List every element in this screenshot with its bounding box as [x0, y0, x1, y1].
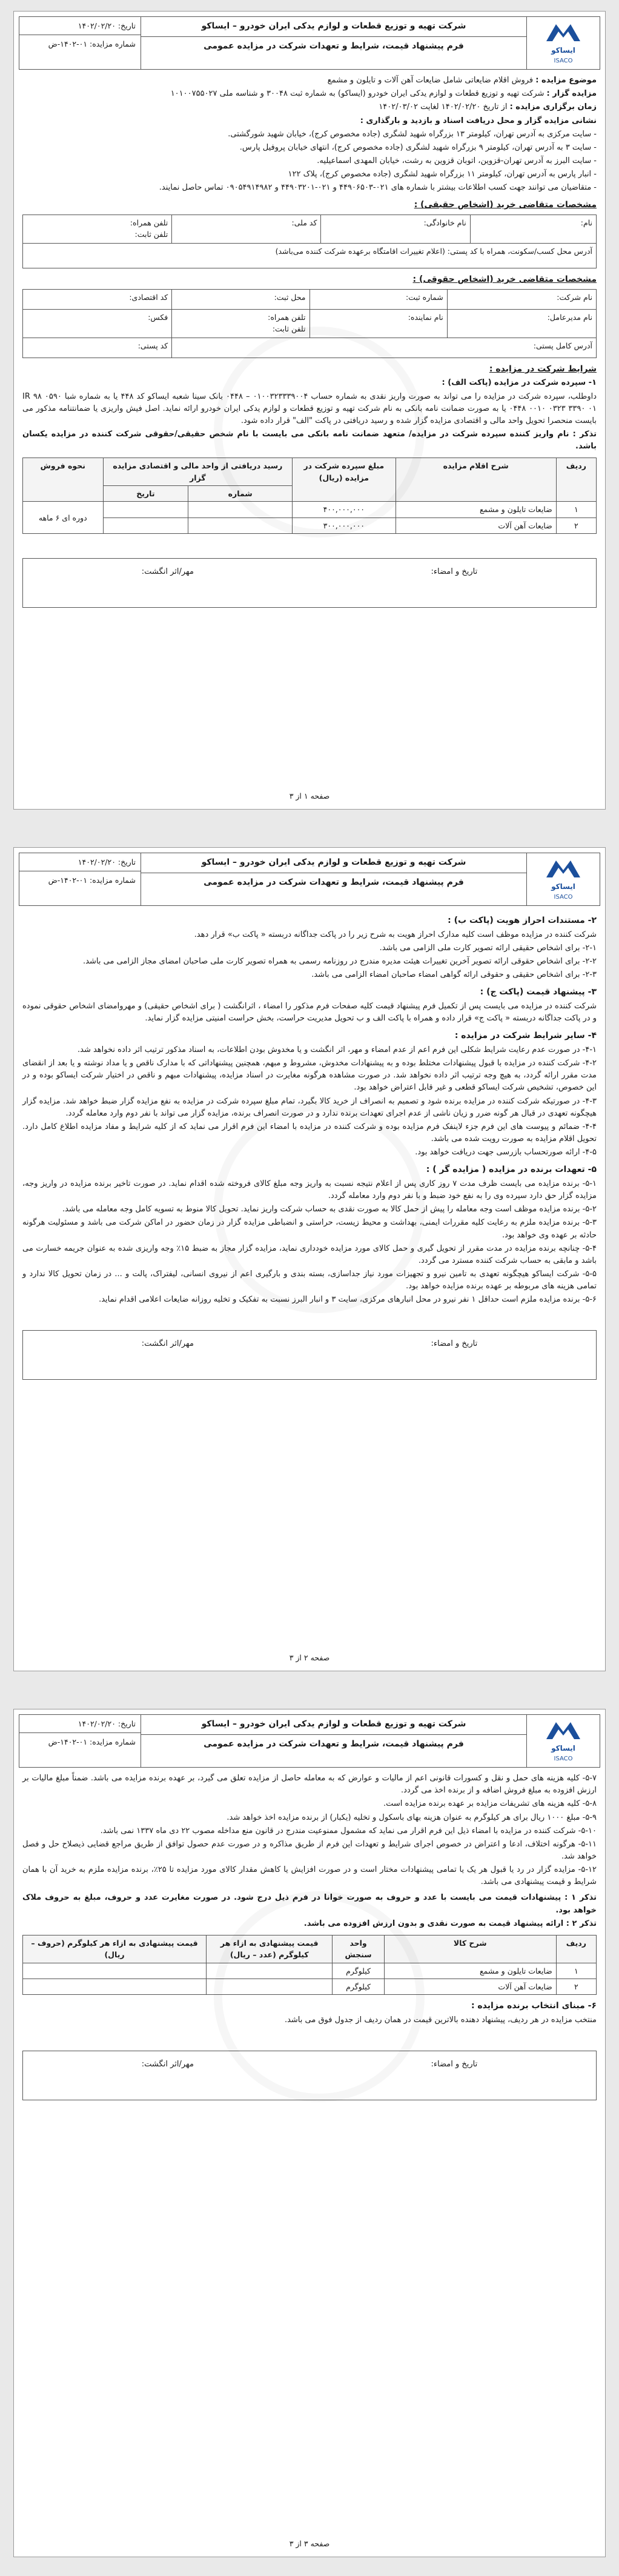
address-item: - انبار پارس به آدرس تهران، کیلومتر ۱۱ بزرگراه شهید لشگری (جاده مخصوص کرج)، پلاک ۱۲۲: [288, 170, 597, 179]
address-item: - سایت البرز به آدرس تهران-قزوین، اتوبان قزوین به رشت، خیابان المهدی اسماعیلیه.: [317, 156, 597, 165]
company-logo: [526, 1715, 600, 1767]
cell-receipt-no[interactable]: [188, 518, 293, 533]
obligation-item: ۵-۳- برنده مزایده ملزم به رعایت کلیه مقررات ایمنی، بهداشت و محیط زیست، حراستی و انضباطی مزایده گزار در زمان حضور در اماکن شرکت می باشد و مسئولیت هرگونه حادثه بر عهده وی خواهد بود.: [22, 1218, 597, 1240]
cell-row: ۲: [556, 518, 596, 533]
condition-item: ۴-۳- در صورتیکه شرکت کننده در مزایده برنده شود و تصمیم به انصراف از خرید کالا بگیرد، تمام مبلغ سپرده شرکت در مزایده به نفع مزایده گزار ضبط خواهد شد. مزایده گزار هیچگونه تعهدی در قبال هر گونه ضرر و زیان ناشی از عدم اجرای تعهدات برنده ندارد و در صورت انصراف برنده، مزایده گزار می تواند با نفر دوم وارد معامله گردد.: [22, 1096, 597, 1118]
national-code-field[interactable]: کد ملی:: [172, 215, 321, 244]
price-offer-text: شرکت کننده در مزایده می بایست پس از تکمیل فرم پیشنهاد قیمت کلیه صفحات فرم مذکور را امضاء ، اثرانگشت ( برای اشخاص حقیقی) و مهروامضای اشخاص حقوقی نموده و در پاکت جداگانه دربسته « پاکت ج» قرار داده و همراه با پاکت الف و ب تحویل مدیریت حراست، بخش حراست امنیتی مزایده گزار نماید.: [22, 1002, 597, 1023]
contact-note: - متقاضیان می توانند جهت کسب اطلاعات بیشتر با شماره های ۰۲۱-۴۴۹۰۶۵۰۳ و ۰۲۱-۴۴۹۰۳۲۰۱ و ۰۹۰۵۴۹۱۴۹۸۲ تماس حاصل نمایند.: [159, 183, 597, 193]
legal-person-table: [22, 289, 597, 358]
time-value: از تاریخ ۱۴۰۲/۰۲/۲۰ لغایت ۱۴۰۲/۰۳/۰۲: [379, 102, 508, 112]
price-digits-input[interactable]: [207, 1963, 333, 1979]
obligation-item: ۵-۲- برنده مزایده موظف است وجه معامله را پیش از حمل کالا به صورت نقدی به حساب شرکت واریز نماید. تحویل کالا منوط به تسویه کامل وجه معامله می باشد.: [62, 1205, 597, 1214]
company-name-field[interactable]: نام شرکت:: [447, 289, 596, 309]
conditions-title: شرایط شرکت در مزایده :: [489, 364, 597, 374]
condition-item: ۴-۲- شرکت کننده در مزایده با قبول پیشنهادات مختلط بوده و به پیشنهادات مخدوش، مشروط و مبهم، همچنین پیشنهاداتی که با مدارک ناقص و یا مداد نوشته و یا بعد از انقضای مدت مقرر ارائه گردد، به هیچ وجه ترتیب اثر داده نخواهد شد. در صورت مشاهده هرگونه مغایرت در اسناد مزایده، پیشنهادات مبهم و ناقص در اختیار شرکت ایساکو بوده و در این خصوص، تشخیص شرکت ایساکو قطعی و غیر قابل اعتراض خواهد بود.: [22, 1059, 597, 1093]
cell-row: ۱: [556, 1963, 596, 1979]
legal-person-title: مشخصات متقاضی خرید (اشخاص حقوقی) :: [412, 275, 597, 285]
col-price-digits: قیمت پیشنهادی به ازاء هر کیلوگرم (عدد – ریال): [207, 1935, 333, 1963]
auction-number: شماره مزایده: ۰۱-۱۴۰۲-ض: [48, 1737, 136, 1747]
logo-text: ایساکو: [551, 882, 575, 891]
cell-unit: کیلوگرم: [333, 1963, 384, 1979]
obligation-item: ۵-۷- کلیه هزینه های حمل و نقل و کسورات قانونی اعم از مالیات و عوارض که به معامله حاصل از مزایده تعلق می گیرد، بر عهده برنده مزایده می باشد. ضمناً مبلغ مالیات بر ارزش افزوده به مبلغ فروش اضافه و از برنده اخذ می گردد.: [22, 1774, 597, 1796]
col-receipt-no: شماره: [188, 486, 293, 502]
logo-subtext: ISACO: [554, 893, 573, 900]
table-row: [23, 1979, 597, 1994]
obligation-item: ۵-۱- برنده مزایده می بایست ظرف مدت ۷ روز کاری پس از اعلام نتیجه نسبت به واریز وجه مبلغ کالای فروخته شده اقدام نماید. در صورت تاخیر برنده مزایده در واریز وجه، مزایده گزار حق دارد سپرده وی را به نفع خود ضبط و با نفر دوم وارد معامله گردد.: [22, 1179, 597, 1201]
cell-deposit: ۴۰۰,۰۰۰,۰۰۰: [293, 502, 396, 518]
winner-obligations-title: ۵- تعهدات برنده در مزایده ( مزایده گر ) :: [426, 1165, 597, 1175]
sign-date-label[interactable]: تاریخ و امضاء:: [431, 1339, 478, 1349]
cell-receipt-date[interactable]: [103, 502, 188, 518]
real-person-title: مشخصات متقاضی خرید (اشخاص حقیقی) :: [414, 200, 597, 210]
price-letters-input[interactable]: [23, 1963, 207, 1979]
price-offer-title: ۳- پیشنهاد قیمت (پاکت ج) :: [480, 987, 597, 997]
signature-box: [22, 2051, 597, 2100]
col-receipt-date: تاریخ: [103, 486, 188, 502]
organizer-value: شرکت تهیه و توزیع قطعات و لوازم یدکی ایران خودرو (ایساکو) به شماره ثبت ۳۰۰۴۸ و شناسه ملی ۱۰۱۰۰۷۵۵۰۲۷: [170, 89, 545, 99]
mobile-field[interactable]: تلفن همراه:: [130, 218, 168, 228]
cell-period: دوره ای ۶ ماهه: [23, 502, 104, 534]
condition-item: ۴-۴- ضمائم و پیوست های این فرم جزء لاینفک فرم مزایده بوده و شرکت کننده در مزایده با امضاء این فرم اقرار می نماید که از کلیه شرایط و مفاد مزایده اطلاع کامل دارد. تحویل اقلام مزایده به صورت رویت شده می باشد.: [22, 1122, 597, 1143]
organizer-label: مزایده گزار :: [546, 89, 597, 99]
logo-subtext: ISACO: [554, 1755, 573, 1762]
price-digits-input[interactable]: [207, 1979, 333, 1994]
tel-field[interactable]: تلفن ثابت:: [134, 230, 168, 239]
rep-tel-field[interactable]: تلفن ثابت:: [272, 324, 306, 334]
form-title: فرم پیشنهاد قیمت، شرایط و تعهدات شرکت در مزایده عمومی: [204, 1739, 464, 1749]
rep-mobile-field[interactable]: تلفن همراه:: [268, 312, 306, 322]
cell-item: ضایعات تایلون و مشمع: [384, 1963, 556, 1979]
form-title: فرم پیشنهاد قیمت، شرایط و تعهدات شرکت در مزایده عمومی: [204, 877, 464, 887]
obligation-item: ۵-۸- کلیه هزینه های تشریفات مزایده بر عهده برنده مزایده است.: [383, 1799, 597, 1809]
time-label: زمان برگزاری مزایده :: [509, 102, 597, 112]
form-date: تاریخ: ۱۴۰۲/۰۲/۲۰: [19, 1715, 141, 1733]
signature-box: [22, 1330, 597, 1380]
col-row: ردیف: [556, 458, 596, 502]
col-receipt: رسید دریافتی از واحد مالی و اقتصادی مزایده گزار: [103, 458, 293, 486]
cell-item: ضایعات آهن آلات: [384, 1979, 556, 1994]
identity-item: ۲-۲- برای اشخاص حقوقی ارائه تصویر آخرین تغییرات هیئت مدیره مندرج در روزنامه رسمی به همراه تصویر کارت ملی صاحبان امضای مجاز الزامی می باشد.: [83, 957, 597, 967]
company-name: شرکت تهیه و توزیع قطعات و لوازم یدکی ایران خودرو – ایساکو: [141, 1715, 526, 1735]
reg-place-field[interactable]: محل ثبت:: [172, 289, 310, 309]
logo-text: ایساکو: [551, 1744, 575, 1752]
cell-receipt-no[interactable]: [188, 502, 293, 518]
cell-row: ۲: [556, 1979, 596, 1994]
obligation-item: ۵-۱۱- هرگونه اختلاف، ادعا و اعتراض در خصوص اجرای شرایط و تعهدات این فرم از طریق مذاکره و در صورت عدم حصول توافق از طریق مراجع قضایی ذیصلاح حل و فصل خواهد شد.: [22, 1839, 597, 1861]
page-number: صفحه ۳ از ۳: [289, 2538, 330, 2548]
legal-address-field[interactable]: آدرس کامل پستی:: [172, 338, 597, 358]
page-1: [13, 11, 606, 810]
deposit-note: تذکر : نام واریز کننده سپرده شرکت در مزایده/ متعهد ضمانت نامه بانکی می بایست با نام شخص حقیقی/حقوقی شرکت کننده در مزایده یکسان باشد.: [22, 429, 597, 451]
subject-label: موضوع مزایده :: [535, 76, 597, 85]
sign-stamp-label[interactable]: مهر/اثر انگشت:: [141, 567, 194, 577]
obligation-item: ۵-۱۲- مزایده گزار در رد یا قبول هر یک یا تمامی پیشنهادات مختار است و در صورت افزایش یا کاهش مقدار کالای مورد مزایده تا ۲۵٪، برنده مزایده ملزم به خرید آن با همان شرایط و قیمت پیشنهادی می باشد.: [22, 1865, 597, 1887]
name-field[interactable]: نام:: [470, 215, 596, 244]
col-deposit: مبلغ سپرده شرکت در مزایده (ریال): [293, 458, 396, 502]
auction-number: شماره مزایده: ۰۱-۱۴۰۲-ض: [48, 39, 136, 49]
selection-basis-title: ۶- مبنای انتخاب برنده مزایده :: [471, 2001, 597, 2011]
address-item: - سایت ۳ به آدرس تهران، کیلومتر ۹ بزرگراه شهید لشگری (جاده مخصوص کرج)، انتهای خیابان پروفیل پارس.: [239, 142, 597, 152]
identity-title: ۲- مستندات احراز هویت (پاکت ب) :: [448, 916, 597, 926]
obligation-item: ۵-۹- مبلغ ۱۰۰۰ ریال برای هر کیلوگرم به عنوان هزینه بهای باسکول و تخلیه (یکبار) از برنده مزایده اخذ خواهد شد.: [227, 1812, 597, 1822]
page-3: [13, 1709, 606, 2557]
auction-number: شماره مزایده: ۰۱-۱۴۰۲-ض: [48, 876, 136, 885]
logo-emblem-icon: [544, 1719, 583, 1743]
price-letters-input[interactable]: [23, 1979, 207, 1994]
other-conditions-title: ۴- سایر شرایط شرکت در مزایده :: [454, 1031, 597, 1041]
rep-field[interactable]: نام نماینده:: [310, 309, 447, 338]
form-title: فرم پیشنهاد قیمت، شرایط و تعهدات شرکت در مزایده عمومی: [204, 41, 464, 51]
cell-receipt-date[interactable]: [103, 518, 188, 533]
condition-item: ۴-۵- ارائه صورتحساب بازرسی جهت دریافت خواهد بود.: [415, 1148, 597, 1157]
col-item: شرح کالا: [384, 1935, 556, 1963]
signature-box: [22, 558, 597, 608]
cell-item: ضایعات تایلون و مشمع: [396, 502, 556, 518]
page-number: صفحه ۱ از ۳: [289, 791, 330, 800]
table-row: [23, 518, 597, 533]
cell-item: ضایعات آهن آلات: [396, 518, 556, 533]
col-unit: واحد سنجش: [333, 1935, 384, 1963]
logo-emblem-icon: [544, 857, 583, 881]
logo-subtext: ISACO: [554, 57, 573, 64]
obligation-item: ۵-۱۰- شرکت کننده در مزایده با امضاء ذیل این فرم اقرار می نماید که مشمول ممنوعیت مندرج در قانون منع مداخله مصوب ۲۲ دی ماه ۱۳۳۷ نمی باشد.: [100, 1826, 597, 1835]
col-item: شرح اقلام مزایده: [396, 458, 556, 502]
col-row: ردیف: [556, 1935, 596, 1963]
logo-text: ایساکو: [551, 46, 575, 55]
sign-stamp-label[interactable]: مهر/اثر انگشت:: [141, 2060, 194, 2069]
price-table: [22, 1935, 597, 1995]
page-header: [19, 1714, 600, 1768]
deposit-text: داوطلب، سپرده شرکت در مزایده را می تواند به صورت واریز نقدی به شماره حساب ۰۱۰۰۳۲۳۳۳۹۰۰۴ – ۰۴۴۸ بانک سینا شعبه ایساکو کد ۴۴۸ یا به شماره شبا IR ۹۸ ۰۵۹۰ ۰۴۴۸ ۰۰۱۰ ۰۳۲۳ ۳۳۹۰ ۰۱ یا به صورت ضمانت نامه بانکی به نام شرکت تهیه و توزیع قطعات و لوازم یدکی ایران خودرو ارائه نماید. اصل فیش واریزی یا ضمانتنامه مذکور می بایست منحصرا تحویل واحد مالی و اقتصادی مزایده گزار شده و رسید دریافتی در پاکت "الف" قرار داده شود.: [22, 391, 597, 425]
obligation-item: ۵-۴- چنانچه برنده مزایده در مدت مقرر از تحویل گیری و حمل کالای مورد مزایده خودداری نماید، مزایده گزار مجاز به ضبط ۱۵٪ وجه واریزی شده به عنوان جریمه خسارت می باشد و مابقی به حساب شرکت کننده مسترد می گردد.: [22, 1243, 597, 1265]
identity-intro: شرکت کننده در مزایده موظف است کلیه مدارک احراز هویت به شرح زیر را در پاکت جداگانه دربسته « پاکت ب» قرار دهد.: [194, 930, 597, 939]
reg-no-field[interactable]: شماره ثبت:: [310, 289, 447, 309]
page-2: [13, 847, 606, 1671]
company-logo: [526, 853, 600, 905]
price-note: تذکر ۱ : پیشنهادات قیمت می بایست با عدد و حروف به صورت خوانا در فرم ذیل درج شود. در صورت مغایرت عدد و حروف، مبلغ به حروف ملاک خواهد بود.: [22, 1893, 597, 1915]
economic-code-field[interactable]: کد اقتصادی:: [23, 289, 172, 309]
deposit-title: ۱- سپرده شرکت در مزایده (پاکت الف) :: [442, 378, 597, 388]
sign-stamp-label[interactable]: مهر/اثر انگشت:: [141, 1339, 194, 1349]
fax-field[interactable]: فکس:: [23, 309, 172, 338]
deposit-table: [22, 458, 597, 534]
form-date: تاریخ: ۱۴۰۲/۰۲/۲۰: [19, 17, 141, 35]
logo-emblem-icon: [544, 21, 583, 45]
cell-row: ۱: [556, 502, 596, 518]
identity-item: ۲-۱- برای اشخاص حقیقی ارائه تصویر کارت ملی الزامی می باشد.: [379, 943, 597, 953]
sign-date-label[interactable]: تاریخ و امضاء:: [431, 567, 478, 577]
postal-code-field[interactable]: کد پستی:: [23, 338, 172, 358]
company-name: شرکت تهیه و توزیع قطعات و لوازم یدکی ایران خودرو – ایساکو: [141, 17, 526, 37]
company-logo: [526, 17, 600, 69]
identity-item: ۲-۳- برای اشخاص حقیقی و حقوقی ارائه گواهی امضاء صاحبان امضاء الزامی می باشد.: [311, 970, 597, 980]
selection-basis-text: منتخب مزایده در هر ردیف، پیشنهاد دهنده بالاترین قیمت در همان ردیف از جدول فوق می باشد.: [284, 2015, 597, 2025]
address-item: - سایت مرکزی به آدرس تهران، کیلومتر ۱۳ بزرگراه شهید لشگری (جاده مخصوص کرج)، خیابان شهید شورگشتی.: [228, 129, 597, 139]
page-header: [19, 16, 600, 70]
company-name: شرکت تهیه و توزیع قطعات و لوازم یدکی ایران خودرو – ایساکو: [141, 853, 526, 873]
condition-item: ۴-۱- در صورت عدم رعایت شرایط شکلی این فرم اعم از عدم امضاء و مهر، اثر انگشت و یا مخدوش بودن اطلاعات، به اسناد مذکور ترتیب اثر داده نخواهد شد.: [78, 1045, 597, 1054]
family-field[interactable]: نام خانوادگی:: [321, 215, 470, 244]
col-price-letters: قیمت پیشنهادی به ازاء هر کیلوگرم (حروف – ریال): [23, 1935, 207, 1963]
obligation-item: ۵-۵- شرکت ایساکو هیچگونه تعهدی به تامین نیرو و تجهیزات مورد نیاز جداسازی، بسته بندی و بارگیری اعم از نیروی انسانی، لیفتراک، پالت و ... در زمان تحویل کالا ندارد و تمامی هزینه های مربوطه بر عهده برنده مزایده خواهد بود.: [22, 1269, 597, 1291]
real-address-field[interactable]: آدرس محل کسب/سکونت، همراه با کد پستی: (اعلام تغییرات اقامتگاه برعهده شرکت کننده می‌باشد): [23, 244, 597, 268]
form-date: تاریخ: ۱۴۰۲/۰۲/۲۰: [19, 853, 141, 871]
cell-unit: کیلوگرم: [333, 1979, 384, 1994]
price-note-2: تذکر ۲ : ارائه پیشنهاد قیمت به صورت نقدی و بدون ارزش افزوده می باشد.: [303, 1919, 597, 1928]
sign-date-label[interactable]: تاریخ و امضاء:: [431, 2060, 478, 2069]
page-number: صفحه ۲ از ۳: [289, 1652, 330, 1662]
table-row: [23, 1963, 597, 1979]
address-title: نشانی مزایده گزار و محل دریافت اسناد و بازدید و بارگذاری :: [360, 116, 597, 125]
obligation-item: ۵-۶- برنده مزایده ملزم است حداقل ۱ نفر نیرو در محل انبارهای مرکزی، سایت ۳ و انبار البرز نسبت به تفکیک و تخلیه روزانه ضایعات اعلامی اقدام نماید.: [99, 1295, 597, 1305]
table-row: [23, 502, 597, 518]
subject-value: فروش اقلام ضایعاتی شامل ضایعات آهن آلات و تایلون و مشمع: [327, 76, 534, 85]
cell-deposit: ۳۰۰,۰۰۰,۰۰۰: [293, 518, 396, 533]
col-period: نحوه فروش: [23, 458, 104, 502]
ceo-field[interactable]: نام مدیرعامل:: [447, 309, 596, 338]
real-person-table: [22, 215, 597, 268]
page-header: [19, 853, 600, 906]
